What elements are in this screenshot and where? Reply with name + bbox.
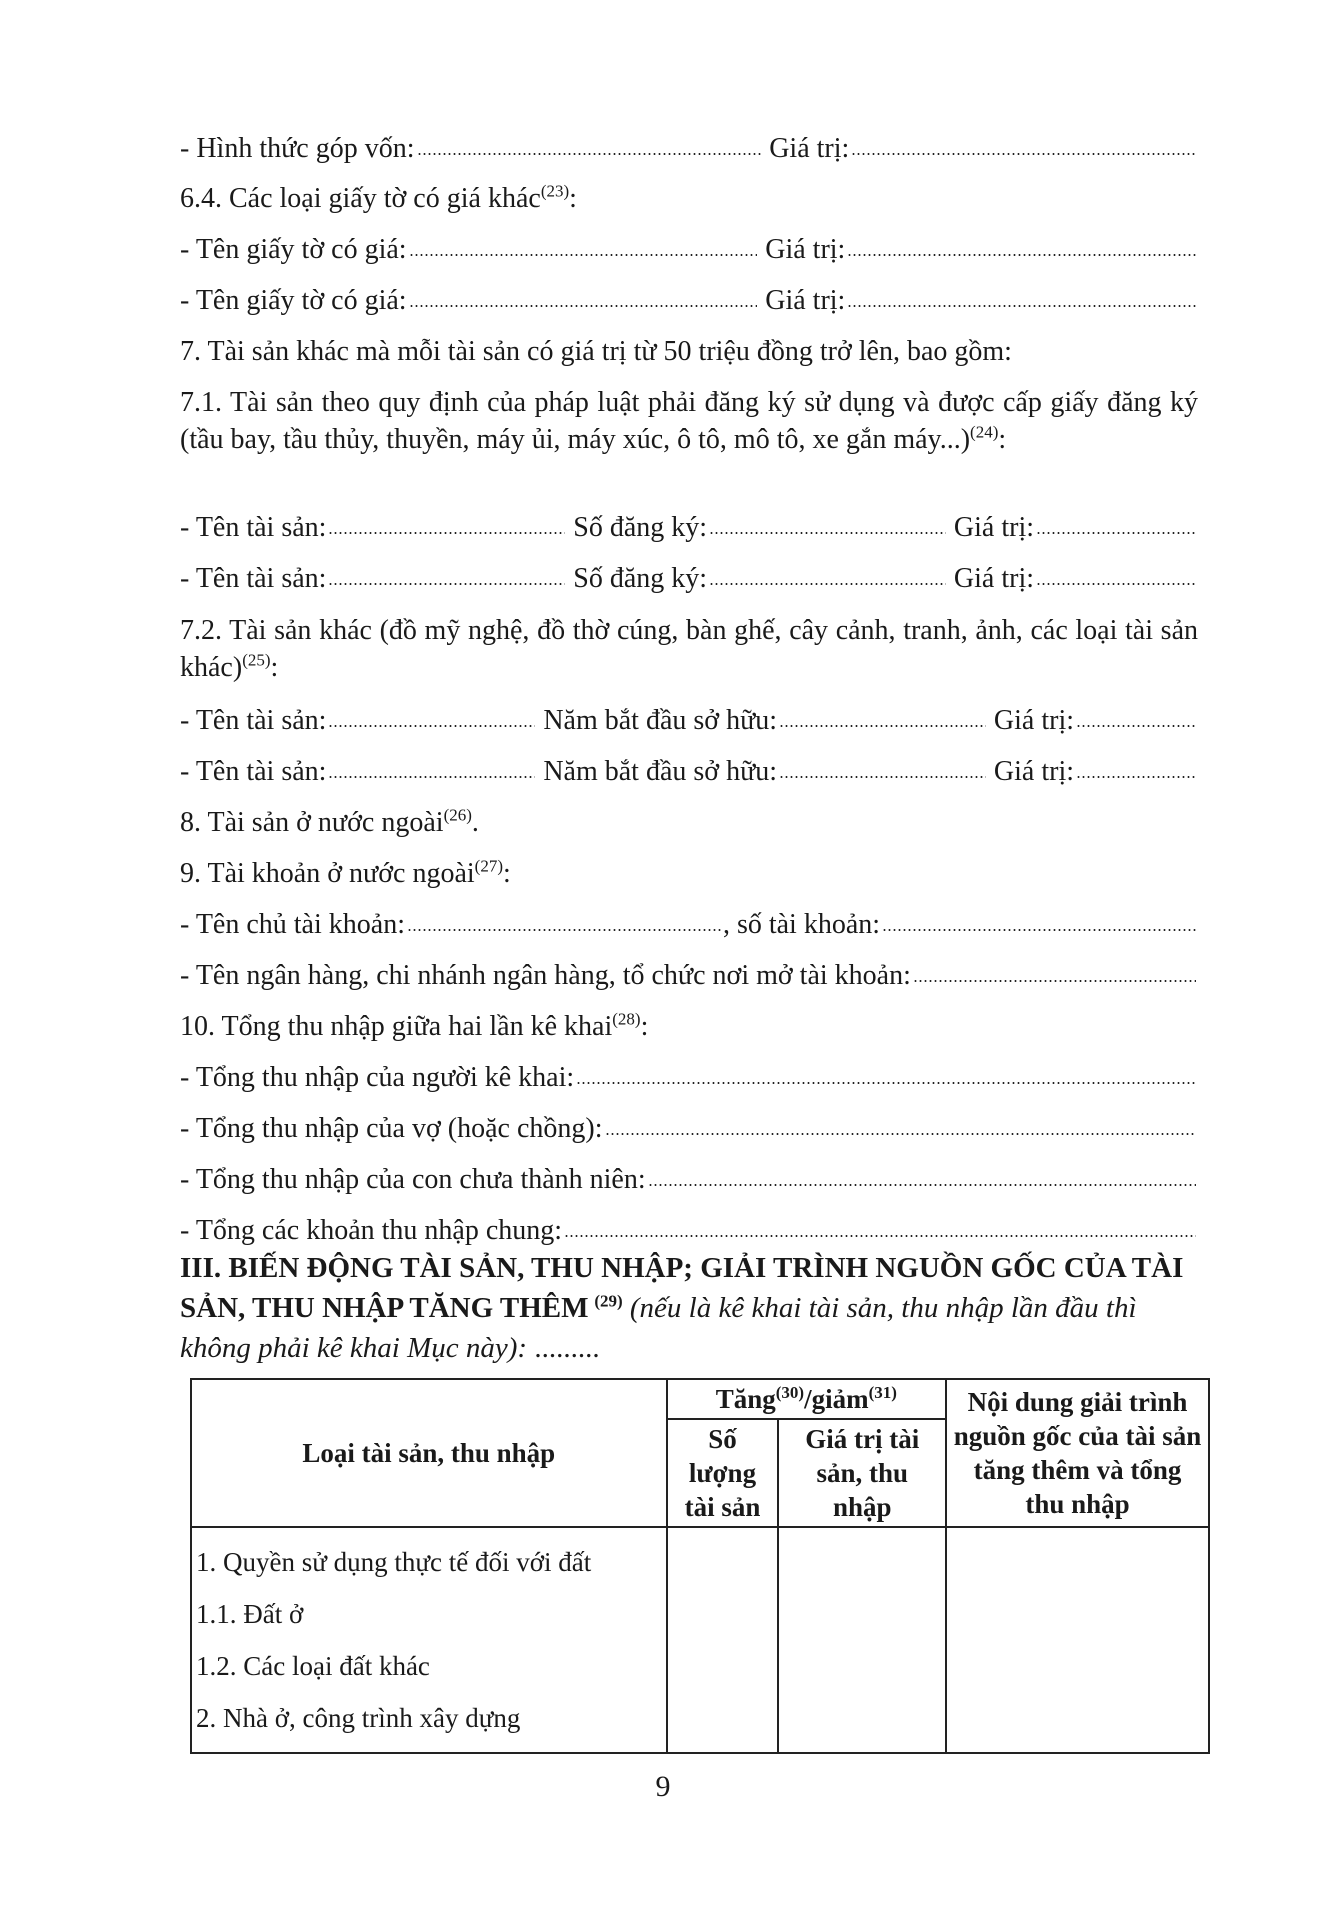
fill-dots <box>605 1132 1196 1136</box>
mid-label: , số tài khoản: <box>722 909 881 940</box>
table-row-labels <box>191 1527 667 1753</box>
value-label: Giá trị: <box>765 234 846 265</box>
fill-dots <box>1036 582 1196 586</box>
explanation-cell[interactable] <box>946 1527 1209 1753</box>
footnote-ref: (24) <box>970 422 999 442</box>
item-tail: : <box>998 424 1007 455</box>
heading-text: III. BIẾN ĐỘNG TÀI SẢN, THU NHẬP; GIẢI TRÌNH NGUỒN GỐC CỦA TÀI SẢN, THU NHẬP TĂNG THÊM <box>180 1252 1184 1324</box>
footnote-ref: (29) <box>594 1291 623 1311</box>
line-label: - Tổng thu nhập của người kê khai: <box>180 1062 575 1093</box>
item-6-4 <box>180 181 1198 217</box>
fill-dots <box>709 531 946 535</box>
mid-label: Số đăng ký: <box>573 512 708 543</box>
item-text: 9. Tài khoản ở nước ngoài <box>180 858 475 889</box>
fill-dots <box>1036 531 1196 535</box>
line-label: - Tên ngân hàng, chi nhánh ngân hàng, tổ chức nơi mở tài khoản: <box>180 960 911 991</box>
value-label: Giá trị: <box>769 133 850 164</box>
header-explanation: Nội dung giải trình nguồn gốc của tài sản tăng thêm và tổng thu nhập <box>946 1379 1209 1527</box>
fill-dots <box>779 775 986 779</box>
fill-dots <box>882 928 1196 932</box>
fill-dots <box>847 304 1196 308</box>
income-minor-line <box>180 1162 1198 1198</box>
line-label: - Tên tài sản: <box>180 512 327 543</box>
fill-dots <box>328 531 565 535</box>
footnote-ref: (26) <box>443 805 472 825</box>
account-holder-line <box>180 907 1198 943</box>
table-row: 1.1. Đất ở <box>196 1599 304 1629</box>
line-label: - Tên tài sản: <box>180 705 327 736</box>
item-text: 7.2. Tài sản khác (đồ mỹ nghệ, đồ thờ cúng, bàn ghế, cây cảnh, tranh, ảnh, các loại tài sản khác) <box>180 615 1198 683</box>
fill-dots <box>409 253 758 257</box>
line-label: - Hình thức góp vốn: <box>180 133 415 164</box>
item-tail: . <box>471 807 479 838</box>
fill-dots <box>648 1183 1196 1187</box>
item-text: 10. Tổng thu nhập giữa hai lần kê khai <box>180 1011 613 1042</box>
value-label: Giá trị: <box>953 563 1035 594</box>
fill-dots <box>779 724 986 728</box>
registered-asset-line-1 <box>180 510 1198 546</box>
footnote-ref: (27) <box>474 856 503 876</box>
item-tail: : <box>569 183 577 214</box>
fill-dots <box>1076 775 1196 779</box>
heading-tail: ......... <box>534 1332 600 1364</box>
fill-dots <box>328 724 535 728</box>
income-common-line <box>180 1213 1198 1249</box>
fill-dots <box>417 152 762 156</box>
capital-contribution-line <box>180 131 1198 167</box>
header-quantity: Số lượng tài sản <box>667 1419 779 1527</box>
item-8 <box>180 805 1198 841</box>
other-asset-line-1 <box>180 703 1198 739</box>
other-asset-line-2 <box>180 754 1198 790</box>
fill-dots <box>913 979 1196 983</box>
fill-dots <box>847 253 1196 257</box>
page-number: 9 <box>655 1770 671 1803</box>
header-increase-decrease <box>667 1379 946 1419</box>
item-text: 7. Tài sản khác mà mỗi tài sản có giá trị từ 50 triệu đồng trở lên, bao gồm: <box>180 336 1012 367</box>
item-text: 6.4. Các loại giấy tờ có giá khác <box>180 183 541 214</box>
fill-dots <box>328 582 565 586</box>
valuable-paper-line-2 <box>180 283 1198 319</box>
fill-dots <box>328 775 535 779</box>
line-label: - Tên giấy tờ có giá: <box>180 285 407 316</box>
header-asset-type: Loại tài sản, thu nhập <box>191 1379 667 1527</box>
fill-dots <box>1076 724 1196 728</box>
fill-dots <box>851 152 1196 156</box>
asset-change-table <box>190 1378 1210 1754</box>
line-label: - Tên giấy tờ có giá: <box>180 234 407 265</box>
item-7-1 <box>180 384 1198 458</box>
mid-label: Năm bắt đầu sở hữu: <box>543 705 778 736</box>
item-7-2 <box>180 612 1198 686</box>
fill-dots <box>409 304 758 308</box>
line-label: - Tổng thu nhập của vợ (hoặc chồng): <box>180 1113 603 1144</box>
fill-dots <box>709 582 946 586</box>
line-label: - Tên chủ tài khoản: <box>180 909 405 940</box>
value-label: Giá trị: <box>993 705 1074 736</box>
table-row: 1.2. Các loại đất khác <box>196 1651 430 1681</box>
bank-line <box>180 958 1198 994</box>
item-tail: : <box>270 652 279 683</box>
footnote-ref: (25) <box>242 650 271 670</box>
fill-dots <box>564 1234 1196 1238</box>
footnote-ref: (30) <box>775 1383 805 1402</box>
mid-label: Năm bắt đầu sở hữu: <box>543 756 778 787</box>
registered-asset-line-2 <box>180 561 1198 597</box>
item-tail: : <box>640 1011 649 1042</box>
heading-note: (nếu là kê khai tài sản, thu nhập lần đầu thì không phải kê khai Mục này): <box>180 1292 1137 1364</box>
quantity-cell[interactable] <box>667 1527 779 1753</box>
header-value: Giá trị tài sản, thu nhập <box>778 1419 946 1527</box>
line-label: - Tên tài sản: <box>180 563 327 594</box>
section-3-heading <box>180 1248 1210 1368</box>
line-label: - Tổng thu nhập của con chưa thành niên: <box>180 1164 646 1195</box>
income-spouse-line <box>180 1111 1198 1147</box>
value-label: Giá trị: <box>953 512 1035 543</box>
table-row: 1. Quyền sử dụng thực tế đối với đất <box>196 1547 592 1577</box>
item-text: 8. Tài sản ở nước ngoài <box>180 807 444 838</box>
item-10 <box>180 1009 1198 1045</box>
income-declarant-line <box>180 1060 1198 1096</box>
line-label: - Tên tài sản: <box>180 756 327 787</box>
footnote-ref: (23) <box>540 181 570 201</box>
mid-label: Số đăng ký: <box>573 563 708 594</box>
footnote-ref: (28) <box>612 1009 641 1029</box>
footnote-ref: (31) <box>868 1383 897 1402</box>
valuable-paper-line-1 <box>180 232 1198 268</box>
header-decrease: /giảm <box>804 1384 869 1414</box>
header-increase: Tăng <box>715 1384 776 1414</box>
item-9 <box>180 856 1198 892</box>
value-cell[interactable] <box>778 1527 946 1753</box>
value-label: Giá trị: <box>993 756 1074 787</box>
item-tail: : <box>502 858 511 889</box>
item-7 <box>180 334 1198 370</box>
fill-dots <box>576 1081 1196 1085</box>
line-label: - Tổng các khoản thu nhập chung: <box>180 1215 563 1246</box>
item-text: 7.1. Tài sản theo quy định của pháp luật phải đăng ký sử dụng và được cấp giấy đăng ký (tầu bay, tầu thủy, thuyền, máy ủi, máy xúc, ô tô, mô tô, xe gắn máy...) <box>180 387 1198 455</box>
fill-dots <box>407 928 721 932</box>
value-label: Giá trị: <box>765 285 846 316</box>
table-row: 2. Nhà ở, công trình xây dựng <box>196 1703 521 1733</box>
